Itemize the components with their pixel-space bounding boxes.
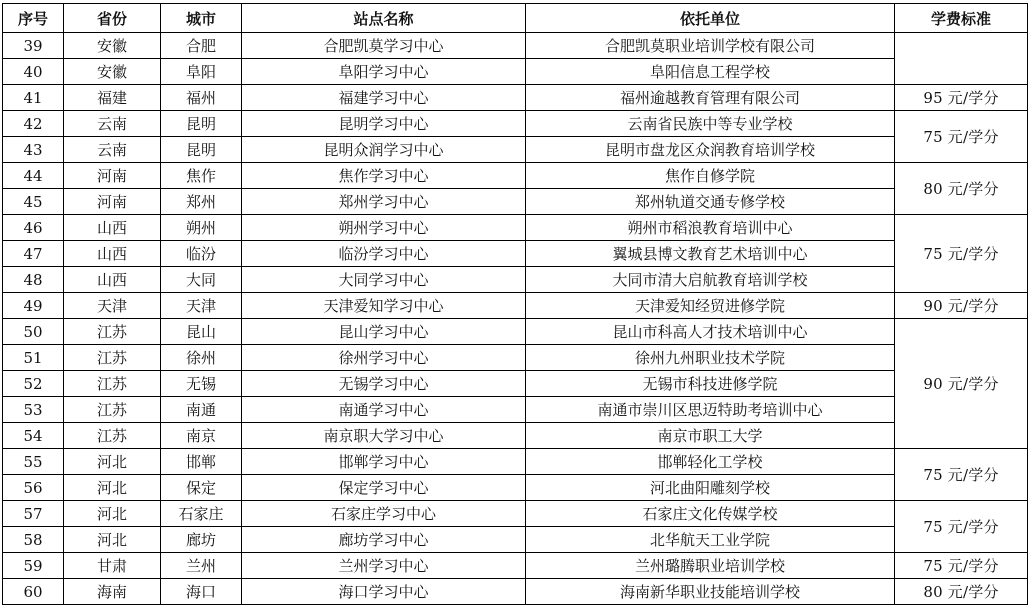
row-host-unit: 合肥凯莫职业培训学校有限公司 [526,33,895,59]
row-city: 廊坊 [161,527,242,553]
row-province: 山西 [64,267,161,293]
row-host-unit: 天津爱知经贸进修学院 [526,293,895,319]
header-host-unit: 依托单位 [526,4,895,33]
row-province: 安徽 [64,59,161,85]
row-city: 徐州 [161,345,242,371]
row-city: 大同 [161,267,242,293]
row-site-name: 临汾学习中心 [242,241,526,267]
row-host-unit: 南通市崇川区思迈特助考培训中心 [526,397,895,423]
row-site-name: 合肥凯莫学习中心 [242,33,526,59]
row-no: 50 [3,319,64,345]
row-city: 南京 [161,423,242,449]
row-host-unit: 邯郸轻化工学校 [526,449,895,475]
row-province: 江苏 [64,345,161,371]
row-host-unit: 北华航天工业学院 [526,527,895,553]
row-province: 甘肃 [64,553,161,579]
row-province: 河南 [64,163,161,189]
row-no: 42 [3,111,64,137]
row-city: 保定 [161,475,242,501]
row-host-unit: 郑州轨道交通专修学校 [526,189,895,215]
row-site-name: 昆明学习中心 [242,111,526,137]
row-province: 江苏 [64,423,161,449]
row-host-unit: 石家庄文化传媒学校 [526,501,895,527]
row-fee: 80 元/学分 [895,579,1028,605]
row-province: 河北 [64,475,161,501]
header-row [3,4,1028,33]
row-no: 44 [3,163,64,189]
row-no: 46 [3,215,64,241]
row-site-name: 南京职大学习中心 [242,423,526,449]
row-host-unit: 福州逾越教育管理有限公司 [526,85,895,111]
row-host-unit: 昆山市科高人才技术培训中心 [526,319,895,345]
table-row [3,163,1028,189]
row-site-name: 南通学习中心 [242,397,526,423]
row-no: 45 [3,189,64,215]
row-city: 昆明 [161,137,242,163]
row-province: 江苏 [64,371,161,397]
row-host-unit: 兰州璐腾职业培训学校 [526,553,895,579]
header-no: 序号 [3,4,64,33]
row-province: 河北 [64,527,161,553]
row-fee: 95 元/学分 [895,85,1028,111]
study-center-table [2,3,1028,605]
row-host-unit: 大同市清大启航教育培训学校 [526,267,895,293]
row-no: 47 [3,241,64,267]
row-site-name: 大同学习中心 [242,267,526,293]
row-site-name: 阜阳学习中心 [242,59,526,85]
row-no: 41 [3,85,64,111]
row-site-name: 石家庄学习中心 [242,501,526,527]
table-row [3,527,1028,553]
table-row [3,371,1028,397]
table-row [3,501,1028,527]
row-no: 56 [3,475,64,501]
row-no: 60 [3,579,64,605]
row-province: 江苏 [64,397,161,423]
header-site-name: 站点名称 [242,4,526,33]
row-city: 邯郸 [161,449,242,475]
row-province: 河北 [64,449,161,475]
table-row [3,449,1028,475]
row-host-unit: 海南新华职业技能培训学校 [526,579,895,605]
row-no: 51 [3,345,64,371]
row-no: 43 [3,137,64,163]
row-no: 48 [3,267,64,293]
row-city: 昆明 [161,111,242,137]
row-no: 39 [3,33,64,59]
table-row [3,397,1028,423]
row-fee: 80 元/学分 [895,163,1028,215]
table-row [3,189,1028,215]
row-fee: 75 元/学分 [895,215,1028,293]
row-province: 河南 [64,189,161,215]
table-row [3,423,1028,449]
row-no: 59 [3,553,64,579]
row-site-name: 天津爱知学习中心 [242,293,526,319]
row-host-unit: 昆明市盘龙区众润教育培训学校 [526,137,895,163]
row-province: 云南 [64,137,161,163]
row-city: 昆山 [161,319,242,345]
row-site-name: 兰州学习中心 [242,553,526,579]
header-province: 省份 [64,4,161,33]
table-row [3,85,1028,111]
row-host-unit: 南京市职工大学 [526,423,895,449]
table-body [3,33,1028,605]
row-city: 天津 [161,293,242,319]
row-no: 52 [3,371,64,397]
row-province: 安徽 [64,33,161,59]
row-province: 福建 [64,85,161,111]
row-no: 55 [3,449,64,475]
row-fee [895,33,1028,85]
row-host-unit: 朔州市稻浪教育培训中心 [526,215,895,241]
table-row [3,267,1028,293]
row-fee: 75 元/学分 [895,111,1028,163]
row-city: 石家庄 [161,501,242,527]
row-site-name: 朔州学习中心 [242,215,526,241]
row-no: 54 [3,423,64,449]
table-row [3,33,1028,59]
row-city: 焦作 [161,163,242,189]
row-fee: 90 元/学分 [895,319,1028,449]
table-row [3,345,1028,371]
row-no: 58 [3,527,64,553]
row-site-name: 昆山学习中心 [242,319,526,345]
table-row [3,59,1028,85]
table-row [3,137,1028,163]
row-city: 南通 [161,397,242,423]
table-row [3,241,1028,267]
row-site-name: 海口学习中心 [242,579,526,605]
row-site-name: 廊坊学习中心 [242,527,526,553]
row-site-name: 徐州学习中心 [242,345,526,371]
row-host-unit: 无锡市科技进修学院 [526,371,895,397]
row-province: 云南 [64,111,161,137]
row-city: 阜阳 [161,59,242,85]
row-city: 临汾 [161,241,242,267]
row-no: 53 [3,397,64,423]
row-province: 天津 [64,293,161,319]
row-city: 福州 [161,85,242,111]
row-city: 无锡 [161,371,242,397]
row-host-unit: 云南省民族中等专业学校 [526,111,895,137]
row-site-name: 焦作学习中心 [242,163,526,189]
row-city: 兰州 [161,553,242,579]
header-city: 城市 [161,4,242,33]
table-row [3,215,1028,241]
row-site-name: 保定学习中心 [242,475,526,501]
table-row [3,579,1028,605]
row-province: 江苏 [64,319,161,345]
header-fee: 学费标准 [895,4,1028,33]
row-host-unit: 焦作自修学院 [526,163,895,189]
table-row [3,293,1028,319]
row-no: 40 [3,59,64,85]
table-row [3,475,1028,501]
row-host-unit: 翼城县博文教育艺术培训中心 [526,241,895,267]
table-row [3,319,1028,345]
table-row [3,553,1028,579]
table-header [3,4,1028,33]
row-host-unit: 河北曲阳雕刻学校 [526,475,895,501]
row-no: 57 [3,501,64,527]
row-fee: 75 元/学分 [895,501,1028,553]
row-fee: 75 元/学分 [895,553,1028,579]
row-site-name: 郑州学习中心 [242,189,526,215]
row-city: 海口 [161,579,242,605]
row-province: 海南 [64,579,161,605]
row-site-name: 无锡学习中心 [242,371,526,397]
row-site-name: 邯郸学习中心 [242,449,526,475]
row-site-name: 昆明众润学习中心 [242,137,526,163]
row-site-name: 福建学习中心 [242,85,526,111]
row-province: 山西 [64,215,161,241]
row-fee: 75 元/学分 [895,449,1028,501]
row-fee: 90 元/学分 [895,293,1028,319]
row-host-unit: 阜阳信息工程学校 [526,59,895,85]
row-no: 49 [3,293,64,319]
row-host-unit: 徐州九州职业技术学院 [526,345,895,371]
row-province: 河北 [64,501,161,527]
row-province: 山西 [64,241,161,267]
row-city: 郑州 [161,189,242,215]
row-city: 合肥 [161,33,242,59]
table-row [3,111,1028,137]
row-city: 朔州 [161,215,242,241]
